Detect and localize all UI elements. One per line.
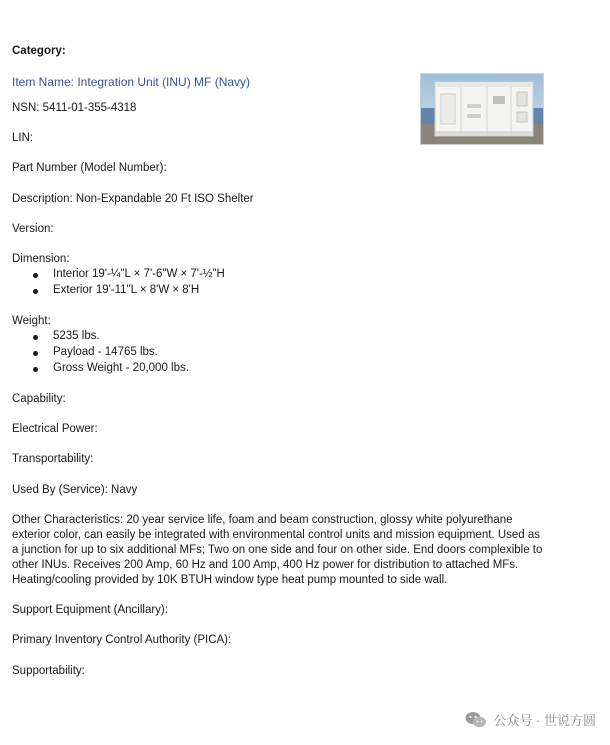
list-item: 5235 lbs. [12,329,189,345]
list-item: Interior 19'-¼"L × 7'-6"W × 7'-½"H [12,267,225,283]
dimension-list [12,267,225,299]
weight-section [12,314,189,377]
support-equipment-field: Support Equipment (Ancillary): [12,604,168,616]
other-characteristics-paragraph: Other Characteristics: 20 year service life, foam and beam construction, glossy white polyurethane exterior color, can easily be integrated with environmental control units and mission equipment. Used as a junction for up to six additional MFs; Two on one side and four on other side. End doors complexible to other INUs. Receives 200 Amp, 60 Hz and 100 Amp, 400 Hz power for distribution to attached MFs. Heating/cooling provided by 10K BTUH window type heat pump mounted to side wall. [12,514,543,586]
weight-label: Weight: [12,315,51,327]
nsn-field: NSN: 5411-01-355-4318 [12,102,137,114]
lin-field: LIN: [12,132,34,144]
capability-field: Capability: [12,393,66,405]
weight-list [12,329,189,377]
shelter-photo [420,73,544,145]
part-number-field: Part Number (Model Number): [12,162,167,174]
list-item: Payload - 14765 lbs. [12,345,189,361]
shelter-illustration [421,74,543,144]
footer-account-label: 公众号 · 世说方圆 [493,713,596,728]
transportability-field: Transportability: [12,453,94,465]
dimension-section [12,252,225,299]
list-item: Exterior 19'-11"L × 8'W × 8'H [12,283,225,299]
wechat-icon [465,711,487,729]
list-item: Gross Weight - 20,000 lbs. [12,361,189,377]
version-field: Version: [12,223,54,235]
electrical-power-field: Electrical Power: [12,423,98,435]
item-name: Item Name: Integration Unit (INU) MF (Navy) [12,75,251,89]
category-label: Category: [12,45,66,57]
pica-field: Primary Inventory Control Authority (PICA): [12,634,232,646]
description-field: Description: Non-Expandable 20 Ft ISO Shelter [12,193,254,205]
supportability-field: Supportability: [12,665,85,677]
dimension-label: Dimension: [12,253,70,265]
footer-watermark [465,710,596,729]
used-by-field: Used By (Service): Navy [12,484,138,496]
